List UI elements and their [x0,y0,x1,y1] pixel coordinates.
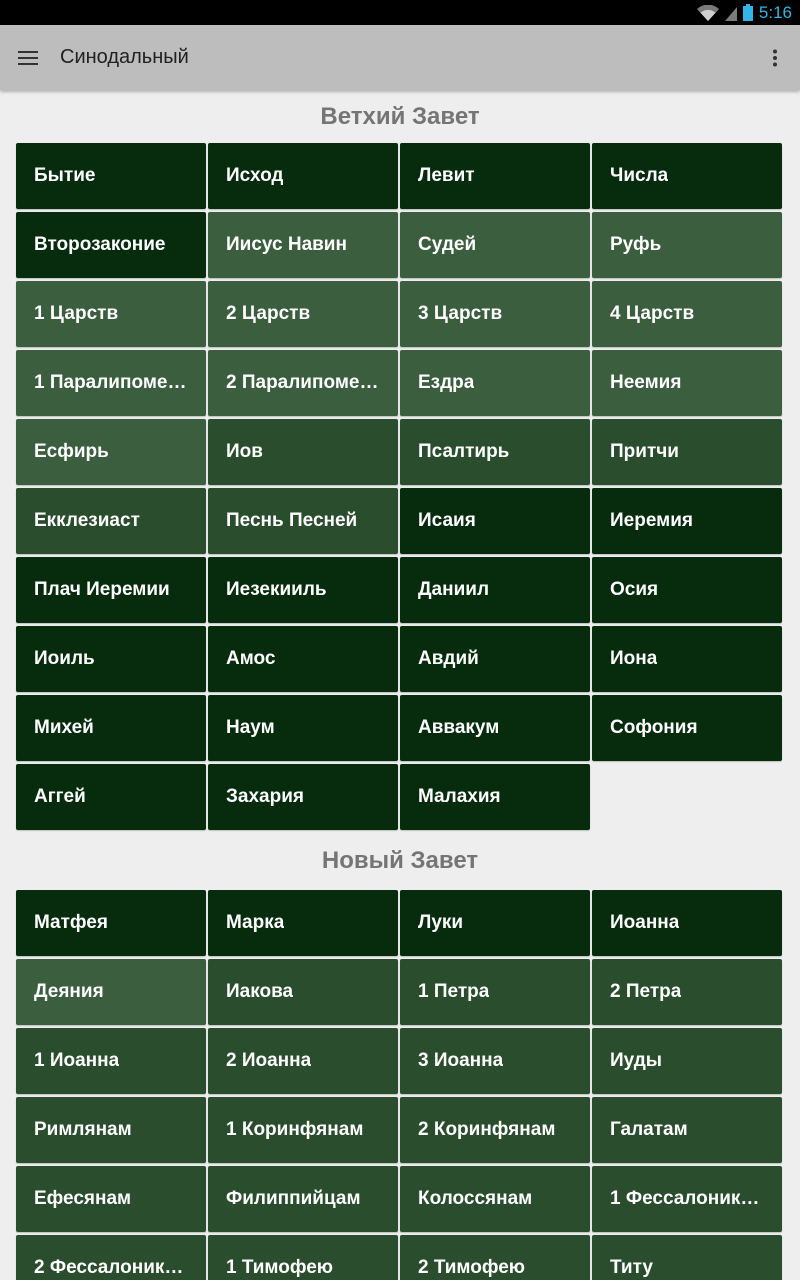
book-label: 3 Иоанна [418,1050,504,1071]
book-tile[interactable] [592,890,782,956]
book-label: Софония [610,717,698,738]
book-tile[interactable] [208,212,398,278]
book-tile[interactable] [16,890,206,956]
book-tile[interactable] [592,350,782,416]
book-label: 2 Петра [610,981,682,1002]
book-tile[interactable] [208,143,398,209]
book-label: Марка [226,912,285,933]
book-tile[interactable] [16,350,206,416]
book-label: Псалтирь [418,441,510,462]
book-label: Иоиль [34,648,95,669]
book-list[interactable] [0,90,800,1280]
book-label: Иакова [226,981,294,1002]
book-label: Числа [610,165,669,186]
new-testament-grid [0,890,800,1280]
book-tile[interactable] [592,281,782,347]
book-tile[interactable] [592,1097,782,1163]
book-label: 1 Фессалоник… [610,1188,760,1209]
book-tile[interactable] [16,557,206,623]
book-label: Деяния [34,981,104,1002]
book-tile[interactable] [16,695,206,761]
book-tile[interactable] [16,212,206,278]
book-label: 1 Иоанна [34,1050,120,1071]
book-label: 2 Тимофею [418,1257,525,1278]
old-testament-title: Ветхий Завет [320,102,480,130]
wifi-icon [697,5,719,21]
book-tile[interactable] [400,281,590,347]
book-label: Иуды [610,1050,663,1071]
book-tile[interactable] [16,419,206,485]
book-label: Галатам [610,1119,688,1140]
book-tile[interactable] [16,281,206,347]
book-tile[interactable] [208,890,398,956]
book-tile[interactable] [592,488,782,554]
book-label: Авдий [418,648,479,669]
book-label: Осия [610,579,659,600]
book-label: Иеремия [610,510,693,531]
book-label: Песнь Песней [226,510,358,531]
book-tile[interactable] [400,488,590,554]
book-tile[interactable] [400,695,590,761]
book-label: 3 Царств [418,303,503,324]
new-testament-title: Новый Завет [321,847,479,874]
book-label: Михей [34,717,94,738]
clock: 5:16 [758,2,792,22]
app-toolbar [0,25,800,90]
book-tile[interactable] [400,212,590,278]
book-label: Матфея [34,912,108,933]
book-label: Иов [226,441,263,462]
overflow-menu-button[interactable] [750,25,800,90]
book-tile[interactable] [16,626,206,692]
book-label: Наум [226,717,275,738]
book-tile[interactable] [400,890,590,956]
book-tile[interactable] [592,695,782,761]
book-tile[interactable] [592,1235,782,1280]
book-label: 1 Паралипоме… [34,372,187,393]
book-label: Иона [610,648,658,669]
book-label: 1 Тимофею [226,1257,333,1278]
signal-icon [725,5,737,21]
book-label: 2 Иоанна [226,1050,312,1071]
book-label: Титу [610,1257,653,1278]
book-label: 2 Паралипоме… [226,372,379,393]
book-tile[interactable] [592,557,782,623]
book-tile[interactable] [208,488,398,554]
book-label: 1 Царств [34,303,119,324]
book-tile[interactable] [208,419,398,485]
book-label: Колоссянам [418,1188,533,1209]
hamburger-menu-icon [18,51,38,65]
book-tile[interactable] [16,1235,206,1280]
book-tile[interactable] [208,959,398,1025]
book-tile[interactable] [400,1097,590,1163]
book-tile[interactable] [592,1028,782,1094]
toolbar-title: Синодальный [60,46,189,68]
book-tile[interactable] [16,1166,206,1232]
book-tile[interactable] [208,1028,398,1094]
book-tile[interactable] [208,695,398,761]
book-tile[interactable] [400,350,590,416]
book-tile[interactable] [208,281,398,347]
book-tile[interactable] [16,1097,206,1163]
book-tile[interactable] [208,764,398,830]
book-tile[interactable] [592,143,782,209]
book-tile[interactable] [208,1166,398,1232]
book-label: Екклезиаст [34,510,140,531]
book-label: Есфирь [34,441,109,462]
book-label: Римлянам [34,1119,132,1140]
more-vert-icon [772,49,778,67]
book-label: 2 Коринфянам [418,1119,556,1140]
book-tile[interactable] [400,959,590,1025]
book-tile[interactable] [400,1166,590,1232]
book-tile[interactable] [16,143,206,209]
book-tile[interactable] [400,626,590,692]
book-label: Второзаконие [34,234,166,255]
book-tile[interactable] [208,626,398,692]
old-testament-grid [0,143,800,830]
battery-icon [743,4,753,21]
book-tile[interactable] [16,1028,206,1094]
book-label: 4 Царств [610,303,695,324]
book-label: 2 Фессалоник… [34,1257,184,1278]
book-label: 1 Коринфянам [226,1119,364,1140]
status-bar [0,0,800,25]
book-label: Судей [418,234,477,255]
book-label: Филиппийцам [226,1188,361,1209]
book-label: 2 Царств [226,303,311,324]
book-tile[interactable] [208,1235,398,1280]
book-label: Ездра [418,372,475,393]
book-tile[interactable] [592,212,782,278]
book-label: Бытие [34,165,96,186]
book-label: Иоанна [610,912,680,933]
book-tile[interactable] [208,350,398,416]
book-tile[interactable] [16,488,206,554]
book-tile[interactable] [400,143,590,209]
book-tile[interactable] [400,764,590,830]
book-label: Аввакум [418,717,500,738]
book-label: Притчи [610,441,679,462]
book-tile[interactable] [592,959,782,1025]
book-label: Захария [226,786,304,807]
book-label: Малахия [418,786,501,807]
book-tile[interactable] [16,959,206,1025]
book-label: 1 Петра [418,981,490,1002]
book-tile[interactable] [208,1097,398,1163]
book-tile[interactable] [592,626,782,692]
menu-button[interactable] [0,25,56,90]
book-tile[interactable] [400,1235,590,1280]
book-label: Иезекииль [226,579,327,600]
book-label: Исход [226,165,284,186]
book-tile[interactable] [208,557,398,623]
book-tile[interactable] [400,557,590,623]
book-label: Аггей [34,786,86,807]
book-label: Ефесянам [34,1188,132,1209]
book-label: Исаия [418,510,476,531]
book-tile[interactable] [592,419,782,485]
book-label: Иисус Навин [226,234,347,255]
book-label: Луки [418,912,464,933]
book-tile[interactable] [16,764,206,830]
book-label: Плач Иеремии [34,579,170,600]
book-label: Неемия [610,372,682,393]
book-tile[interactable] [592,1166,782,1232]
book-label: Руфь [610,234,662,255]
book-tile[interactable] [400,419,590,485]
book-tile[interactable] [400,1028,590,1094]
book-label: Даниил [418,579,490,600]
book-label: Левит [418,165,475,186]
book-label: Амос [226,648,276,669]
